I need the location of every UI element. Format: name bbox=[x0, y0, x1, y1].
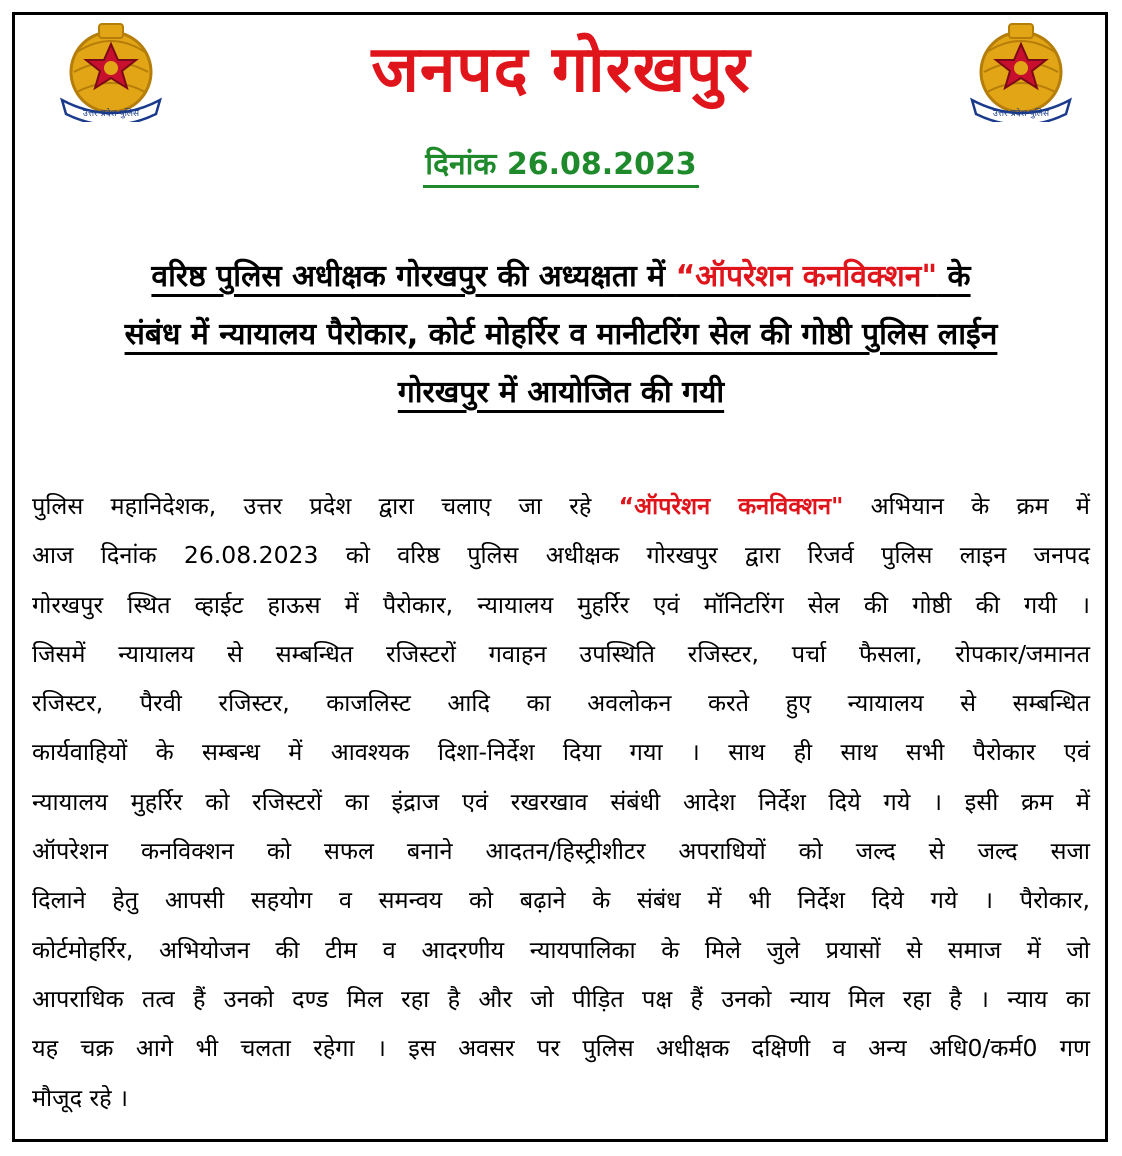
body-line: जिसमें न्यायालय से सम्बन्धित रजिस्टरों गवाहन उपस्थिति रजिस्टर, पर्चा फैसला, रोपकार/जमानत bbox=[32, 639, 1090, 668]
body-line: कोर्टमोहर्रिर, अभियोजन की टीम व आदरणीय न्यायपालिका के मिले जुले प्रयासों से समाज में जो bbox=[32, 935, 1090, 964]
body-line: न्यायालय मुहर्रिर को रजिस्टरों का इंद्राज एवं रखरखाव संबंधी आदेश निर्देश दिये गये । इसी क्रम में bbox=[32, 787, 1090, 816]
body-line: आज दिनांक 26.08.2023 को वरिष्ठ पुलिस अधीक्षक गोरखपुर द्वारा रिजर्व पुलिस लाइन जनपद bbox=[32, 541, 1090, 570]
emblem-text: उत्तर प्रदेश पुलिस bbox=[992, 109, 1050, 119]
date-line bbox=[0, 142, 1122, 188]
body-line: रजिस्टर, पैरवी रजिस्टर, काजलिस्ट आदि का अवलोकन करते हुए न्यायालय से सम्बन्धित bbox=[32, 689, 1090, 718]
body-text: अभियान के क्रम में bbox=[843, 492, 1090, 520]
body-line: मौजूद रहे । bbox=[32, 1083, 128, 1112]
date-text: दिनांक 26.08.2023 bbox=[423, 142, 698, 188]
headline-line-3: गोरखपुर में आयोजित की गयी bbox=[397, 375, 725, 410]
operation-name-highlight: “ऑपरेशन कनविक्शन" bbox=[618, 492, 844, 520]
body-line: यह चक्र आगे भी चलता रहेगा । इस अवसर पर पुलिस अधीक्षक दक्षिणी व अन्य अधि0/कर्म0 गण bbox=[32, 1034, 1090, 1063]
body-line bbox=[32, 482, 1090, 531]
body-line: दिलाने हेतु आपसी सहयोग व समन्वय को बढ़ाने के संबंध में भी निर्देश दिये गये । पैरोकार, bbox=[32, 886, 1090, 915]
district-title: जनपद गोरखपुर bbox=[371, 33, 751, 107]
body-line: कार्यवाहियों के सम्बन्ध में आवश्यक दिशा-निर्देश दिया गया । साथ ही साथ सभी पैरोकार एवं bbox=[32, 738, 1090, 767]
headline-text: वरिष्ठ पुलिस अधीक्षक गोरखपुर की अध्यक्षता में bbox=[151, 259, 676, 294]
headline-line-1 bbox=[40, 248, 1082, 306]
headline bbox=[40, 248, 1082, 422]
headline-text: के bbox=[937, 259, 971, 294]
body-line: गोरखपुर स्थित व्हाईट हाऊस में पैरोकार, न्यायालय मुहर्रिर एवं मॉनिटरिंग सेल की गोष्ठी की गयी । bbox=[32, 590, 1090, 619]
body-line: ऑपरेशन कनविक्शन को सफल बनाने आदतन/हिस्ट्रीशीटर अपराधियों को जल्द से जल्द सजा bbox=[32, 837, 1090, 866]
body-text: पुलिस महानिदेशक, उत्तर प्रदेश द्वारा चलाए जा रहे bbox=[32, 492, 619, 520]
operation-name-highlight: “ऑपरेशन कनविक्शन" bbox=[675, 259, 938, 294]
emblem-text: उत्तर प्रदेश पुलिस bbox=[82, 109, 140, 119]
headline-line-2: संबंध में न्यायालय पैरोकार, कोर्ट मोहर्रिर व मानीटरिंग सेल की गोष्ठी पुलिस लाईन bbox=[124, 317, 998, 352]
body-paragraph bbox=[32, 482, 1090, 1123]
body-line: आपराधिक तत्व हैं उनको दण्ड मिल रहा है और जो पीड़ित पक्ष हैं उनको न्याय मिल रहा है । न्याय का bbox=[32, 984, 1090, 1013]
